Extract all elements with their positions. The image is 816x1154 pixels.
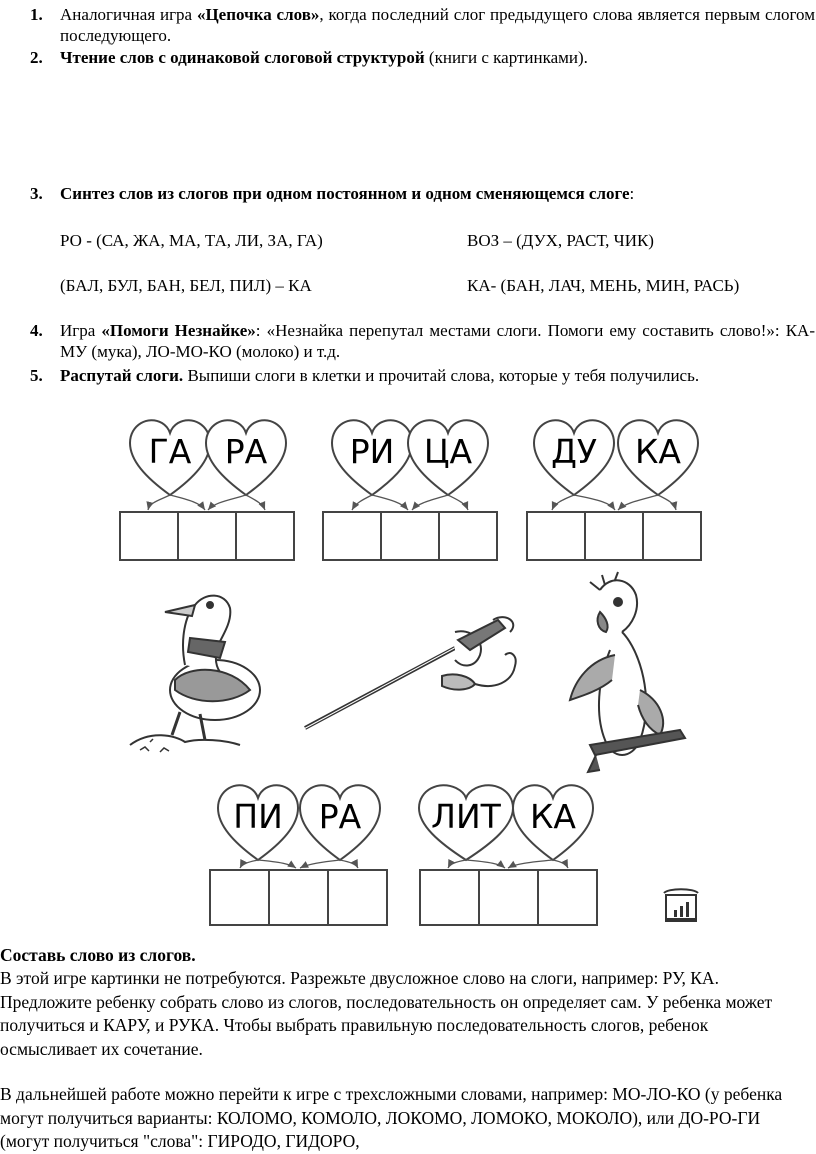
game-paragraph-1: В этой игре картинки не потребуются. Разрежьте двусложное слово на слоги, например: РУ, КА. Предложите ребенку собрать слово из слогов, последовательность он определяет сам. У ребенка может получиться и КАРУ, и РУКА. Чтобы выбрать правильную последовательность слогов, ребенок осмысливает их сочетание. [0,968,773,1059]
synthesis-row2-left: (БАЛ, БУЛ, БАН, БЕЛ, ПИЛ) – КА [60,276,312,295]
item-4-rest: : «Незнайка перепутал местами слоги. Помоги ему составить слово!»: КА-МУ (мука), ЛО-МО-КО (молоко) и т.д. [60,321,815,361]
game-paragraph-2: В дальнейшей работе можно перейти к игре с трехсложными словами, например: МО-ЛО-КО (у ребенка могут получиться варианты: КОЛОМО, КОМОЛО, ЛОКОМО, ЛОМОКО, МОКОЛО), или ДО-РО-ГИ (могут получиться "слова": ГИРОДО, ГИДОРО, [0,1084,783,1151]
answer-cells-4 [210,870,387,925]
item-4-prefix: Игра [60,321,102,340]
item-1-text [60,4,815,46]
heart-syllable: РА [224,432,268,471]
item-5-bold: Распутай слоги. [60,366,184,385]
item-5-number: 5. [30,366,43,385]
heart-syllable: ДУ [551,432,597,471]
heart-1-1 [130,420,210,495]
item-3-text [60,183,815,204]
heart-2-1 [332,420,412,495]
heart-syllable: ГА [148,432,192,471]
item-1-rest: , когда последний слог предыдущего слова является первым слогом последующего. [60,5,815,45]
answer-cells-2 [323,512,497,560]
heart-5-2 [513,785,593,860]
heart-syllable: КА [529,797,577,836]
item-3-bold: Синтез слов из слогов при одном постоянном и одном сменяющемся слоге [60,184,630,203]
item-3-number: 3. [30,184,43,203]
item-4-bold: «Помоги Незнайке» [101,321,256,340]
game-title: Составь слово из слогов. [0,945,196,965]
synthesis-row2-right: КА- (БАН, ЛАЧ, МЕНЬ, МИН, РАСЬ) [467,276,740,295]
heart-3-2 [618,420,698,495]
item-2-text [60,47,815,68]
answer-cells-3 [527,512,701,560]
heart-1-2 [206,420,286,495]
duck-icon [130,596,260,752]
item-2-bold: Чтение слов с одинаковой слоговой структурой [60,48,425,67]
puzzle-5 [419,785,597,925]
heart-4-1 [218,785,298,860]
item-3-rest: : [629,184,635,203]
synthesis-row1-right: ВОЗ – (ДУХ, РАСТ, ЧИК) [467,231,654,250]
heart-syllable: КА [634,432,682,471]
rapier-icon [300,617,516,731]
item-2-number: 2. [30,48,43,67]
item-4-text [60,320,815,362]
syllable-puzzle-illustration [0,400,816,940]
parrot-icon [570,572,685,772]
synthesis-row1-left: РО - (СА, ЖА, МА, ТА, ЛИ, ЗА, ГА) [60,231,323,250]
chart-badge-icon [664,889,698,922]
item-1-prefix: Аналогичная игра [60,5,197,24]
heart-3-1 [534,420,614,495]
puzzle-4 [210,785,387,925]
heart-syllable: ПИ [233,797,283,836]
heart-4-2 [300,785,380,860]
heart-syllable: РА [318,797,362,836]
heart-syllable: РИ [349,432,395,471]
item-1-number: 1. [30,5,43,24]
item-5-text [60,365,815,386]
heart-syllable: ЦА [423,432,473,471]
heart-syllable: ЛИТ [431,797,501,836]
answer-cells-5 [420,870,597,925]
item-4-number: 4. [30,321,43,340]
puzzle-1 [120,420,294,560]
item-2-rest: (книги с картинками). [424,48,588,67]
puzzle-3 [527,420,701,560]
item-5-rest: Выпиши слоги в клетки и прочитай слова, которые у тебя получились. [183,366,700,385]
heart-2-2 [408,420,488,495]
item-1-bold: «Цепочка слов» [196,5,320,24]
puzzle-2 [323,420,497,560]
heart-5-1 [419,785,513,860]
answer-cells-1 [120,512,294,560]
